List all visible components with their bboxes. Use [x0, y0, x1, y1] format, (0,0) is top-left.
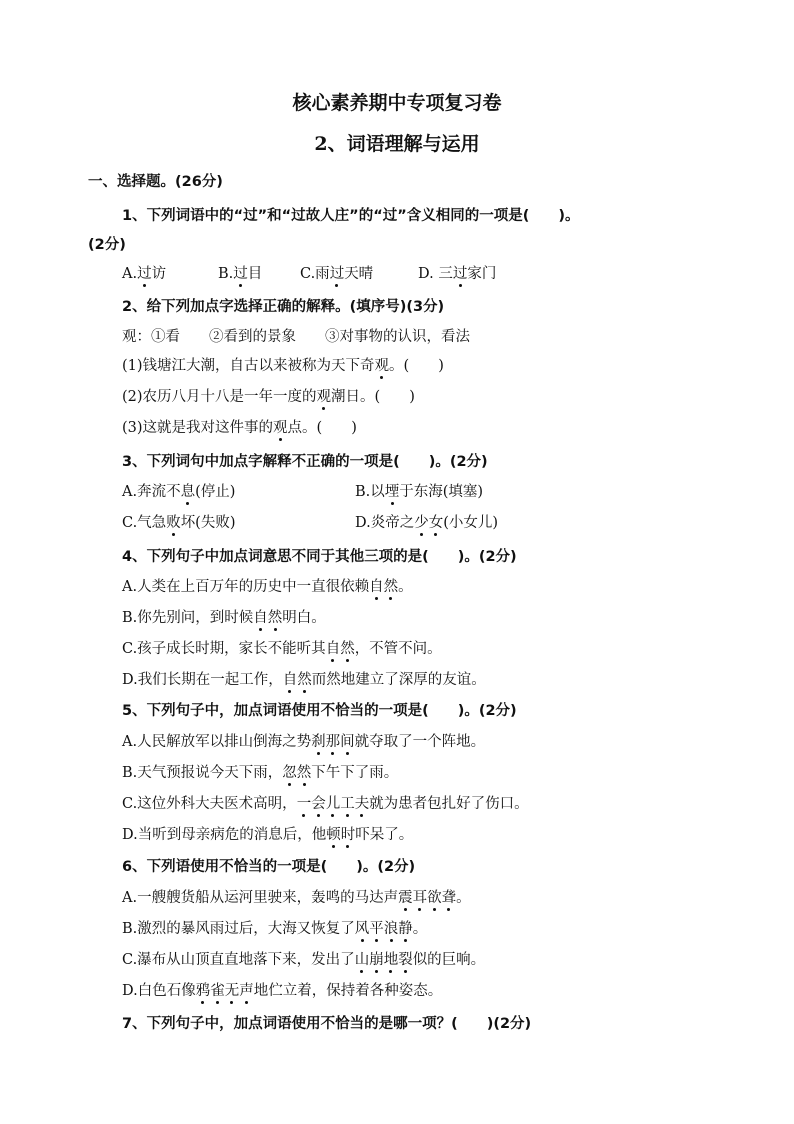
question-2-item-1: (1)钱塘江大潮，自古以来被称为天下奇观。( ): [122, 358, 444, 374]
question-5-stem: 5、下列句子中，加点词语使用不恰当的一项是( )。(2分): [122, 703, 517, 719]
question-6-option-d: D.白色石像鸦雀无声地伫立着，保持着各种姿态。: [122, 983, 443, 999]
question-2-item-3: (3)这就是我对这件事的观点。( ): [122, 420, 357, 436]
emphasis-char: 自: [369, 579, 384, 595]
emphasis-char: 然: [296, 765, 312, 781]
emphasis-char: 自: [325, 641, 341, 657]
emphasis-char: 静: [398, 921, 413, 937]
question-4-option-a: A.人类在上百万年的历史中一直很依赖自然。: [122, 579, 413, 595]
emphasis-char: 儿: [325, 796, 341, 812]
question-4-stem: 4、下列句子中加点词意思不同于其他三项的是( )。(2分): [122, 549, 517, 565]
emphasis-char: 鸦: [195, 983, 211, 999]
question-4-option-b: B.你先别问，到时候自然明白。: [122, 610, 326, 626]
page-subtitle: 2、词语理解与运用: [314, 133, 480, 155]
emphasis-char: 女: [428, 515, 444, 531]
emphasis-char: 平: [369, 921, 384, 937]
emphasis-char: 然: [297, 672, 312, 688]
question-2-stem: 2、给下列加点字选择正确的解释。(填序号)(3分): [122, 299, 445, 315]
emphasis-char: 耳: [412, 890, 428, 906]
question-5-option-b: B.天气预报说今天下雨，忽然下午下了雨。: [122, 765, 399, 781]
question-4-option-d: D.我们长期在一起工作，自然而然地建立了深厚的友谊。: [122, 672, 486, 688]
question-3-option-a: A.奔流不息(停止): [122, 484, 236, 500]
question-6-option-a: A.一艘艘货船从运河里驶来，轰鸣的马达声震耳欲聋。: [122, 890, 471, 906]
emphasis-char: 自: [282, 672, 298, 688]
question-6-stem: 6、下列语使用不恰当的一项是( )。(2分): [122, 859, 416, 875]
question-4-option-c: C.孩子成长时期，家长不能听其自然，不管不问。: [122, 641, 442, 657]
emphasis-char: 刹: [311, 734, 326, 750]
emphasis-char: 少: [414, 515, 429, 531]
emphasis-char: 夫: [354, 796, 370, 812]
emphasis-char: 然: [340, 641, 355, 657]
question-1-option-c: C.雨过天晴: [300, 266, 374, 282]
emphasis-char: 裂: [398, 952, 413, 968]
question-1-points: (2分): [88, 237, 126, 253]
emphasis-char: 崩: [369, 952, 384, 968]
question-6-option-c: C.瀑布从山顶直直地落下来，发出了山崩地裂似的巨响。: [122, 952, 486, 968]
emphasis-char: 那: [325, 734, 341, 750]
question-3-option-c: C.气急败坏(失败): [122, 515, 236, 531]
emphasis-char: 会: [311, 796, 326, 812]
question-2-meanings: 观：①看 ②看到的景象 ③对事物的认识，看法: [122, 329, 470, 345]
question-1-option-d: D. 三过家门: [418, 266, 497, 282]
emphasis-char: 一: [296, 796, 312, 812]
emphasis-char: 时: [340, 827, 356, 843]
emphasis-char: 风: [354, 921, 370, 937]
emphasis-char: 然: [267, 610, 283, 626]
emphasis-char: 自: [253, 610, 268, 626]
section-header: 一、选择题。(26分): [88, 174, 223, 190]
emphasis-char: 声: [239, 983, 254, 999]
emphasis-char: 雀: [210, 983, 225, 999]
question-3-option-b: B.以堙于东海(填塞): [355, 484, 484, 500]
emphasis-char: 然: [383, 579, 399, 595]
question-6-option-b: B.激烈的暴风雨过后，大海又恢复了风平浪静。: [122, 921, 428, 937]
question-5-option-d: D.当听到母亲病危的消息后，他顿时吓呆了。: [122, 827, 414, 843]
question-5-option-a: A.人民解放军以排山倒海之势刹那间就夺取了一个阵地。: [122, 734, 486, 750]
question-7-stem: 7、下列句子中，加点词语使用不恰当的是哪一项？( )(2分): [122, 1016, 532, 1032]
question-5-option-c: C.这位外科大夫医术高明，一会儿工夫就为患者包扎好了伤口。: [122, 796, 529, 812]
question-1-option-a: A.过访: [122, 266, 167, 282]
emphasis-char: 间: [340, 734, 355, 750]
question-1-option-b: B.过目: [218, 266, 263, 282]
page-title: 核心素养期中专项复习卷: [292, 92, 502, 114]
emphasis-char: 震: [398, 890, 413, 906]
emphasis-char: 地: [383, 952, 399, 968]
emphasis-char: 聋: [441, 890, 457, 906]
emphasis-char: 顿: [326, 827, 341, 843]
question-2-item-2: (2)农历八月十八是一年一度的观潮日。( ): [122, 389, 415, 405]
emphasis-char: 山: [354, 952, 370, 968]
question-1-stem: 1、下列词语中的“过”和“过故人庄”的“过”含义相同的一项是( )。: [122, 208, 580, 224]
question-3-stem: 3、下列词句中加点字解释不正确的一项是( )。(2分): [122, 454, 488, 470]
emphasis-char: 无: [224, 983, 240, 999]
emphasis-char: 浪: [383, 921, 399, 937]
emphasis-char: 工: [340, 796, 355, 812]
question-3-option-d: D.炎帝之少女(小女儿): [355, 515, 499, 531]
emphasis-char: 忽: [282, 765, 297, 781]
emphasis-char: 欲: [427, 890, 442, 906]
